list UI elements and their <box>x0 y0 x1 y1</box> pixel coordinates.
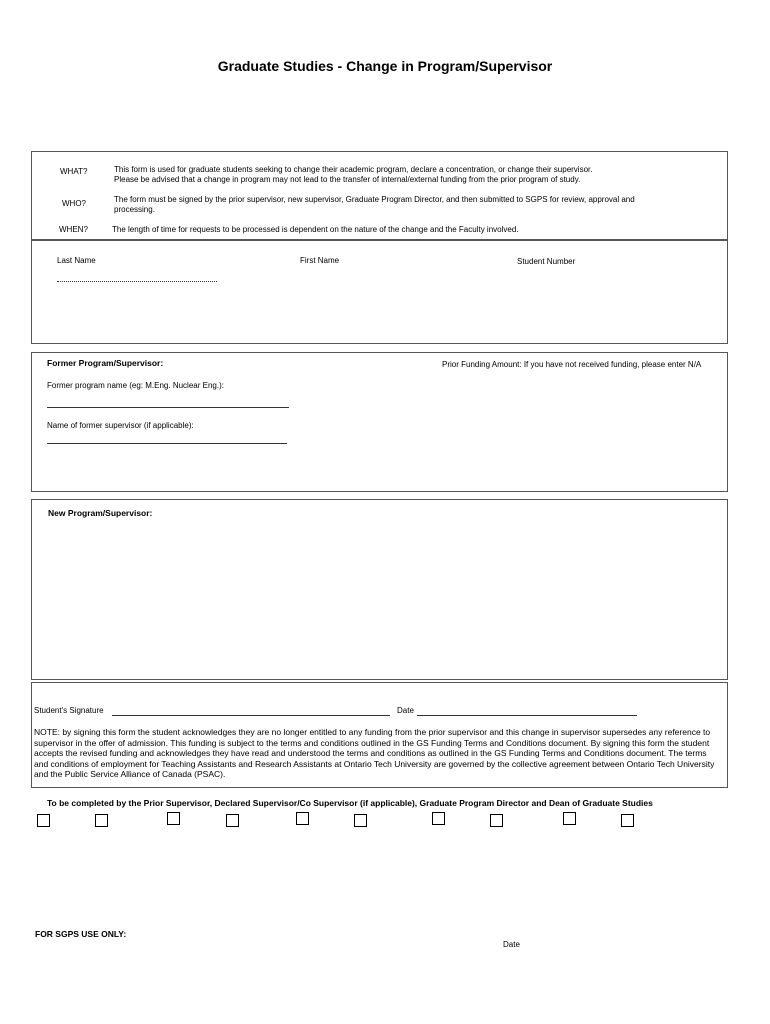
when-text: The length of time for requests to be processed is dependent on the nature of the change and the Faculty involved. <box>112 225 519 234</box>
approval-checkbox[interactable] <box>95 814 108 827</box>
student-info-box <box>31 240 728 344</box>
student-number-label: Student Number <box>517 257 576 266</box>
sgps-heading: FOR SGPS USE ONLY: <box>35 929 127 939</box>
new-program-box <box>31 499 728 680</box>
what-label: WHAT? <box>60 167 88 176</box>
signature-note: NOTE: by signing this form the student acknowledges they are no longer entitled to any funding from the prior supervisor and this change in supervisor supersedes any reference to supervisor in the offer of admission. This funding is subject to the terms and conditions outlined in the GS Funding Terms and Conditions document. By signing this form the student accepts the revised funding and acknowledges they have read and understood the terms and conditions as outlined in the GS Funding Terms and Conditions document. The terms and conditions of employment for Teaching Assistants and Research Assistants at Ontario Tech University are governed by the collective agreement between Ontario Tech University and the Public Service Alliance of Canada (PSAC). <box>34 727 715 779</box>
prior-funding-label: Prior Funding Amount: If you have not received funding, please enter N/A <box>442 360 702 369</box>
former-program-heading: Former Program/Supervisor: <box>47 358 164 368</box>
approval-checkbox[interactable] <box>490 814 503 827</box>
approval-checkbox[interactable] <box>432 812 445 825</box>
signature-date-label: Date <box>397 706 414 715</box>
who-label: WHO? <box>62 199 86 208</box>
student-signature-field[interactable] <box>112 715 390 716</box>
student-signature-label: Student's Signature <box>34 706 104 715</box>
approval-checkbox[interactable] <box>226 814 239 827</box>
former-program-box <box>31 352 728 492</box>
former-supervisor-label: Name of former supervisor (if applicable): <box>47 421 194 430</box>
approvals-heading: To be completed by the Prior Supervisor, Declared Supervisor/Co Supervisor (if applicable), Graduate Program Director and Dean of Graduate Studies <box>47 798 653 808</box>
former-program-name-label: Former program name (eg: M.Eng. Nuclear Eng.): <box>47 381 224 390</box>
approval-checkbox[interactable] <box>167 812 180 825</box>
former-program-name-field[interactable] <box>47 407 289 408</box>
signature-box <box>31 682 728 788</box>
when-label: WHEN? <box>59 225 88 234</box>
who-text-line2: processing. <box>114 205 155 214</box>
approval-checkbox[interactable] <box>354 814 367 827</box>
who-text-line1: The form must be signed by the prior supervisor, new supervisor, Graduate Program Director, and then submitted to SGPS for review, approval and <box>114 195 635 204</box>
last-name-field[interactable] <box>57 281 217 282</box>
last-name-label: Last Name <box>57 256 96 265</box>
first-name-label: First Name <box>300 256 340 265</box>
what-text-line1: This form is used for graduate students seeking to change their academic program, declare a concentration, or change their supervisor. <box>114 165 593 174</box>
new-program-heading: New Program/Supervisor: <box>48 508 153 518</box>
approval-checkbox[interactable] <box>621 814 634 827</box>
signature-date-field[interactable] <box>417 715 637 716</box>
page-title: Graduate Studies - Change in Program/Supervisor <box>217 58 553 74</box>
former-supervisor-field[interactable] <box>47 443 287 444</box>
sgps-date-label: Date <box>503 940 520 949</box>
what-text-line2: Please be advised that a change in program may not lead to the transfer of internal/external funding from the prior program of study. <box>114 175 581 184</box>
approval-checkbox[interactable] <box>296 812 309 825</box>
info-box <box>31 151 728 240</box>
approval-checkbox[interactable] <box>37 814 50 827</box>
approval-checkbox[interactable] <box>563 812 576 825</box>
